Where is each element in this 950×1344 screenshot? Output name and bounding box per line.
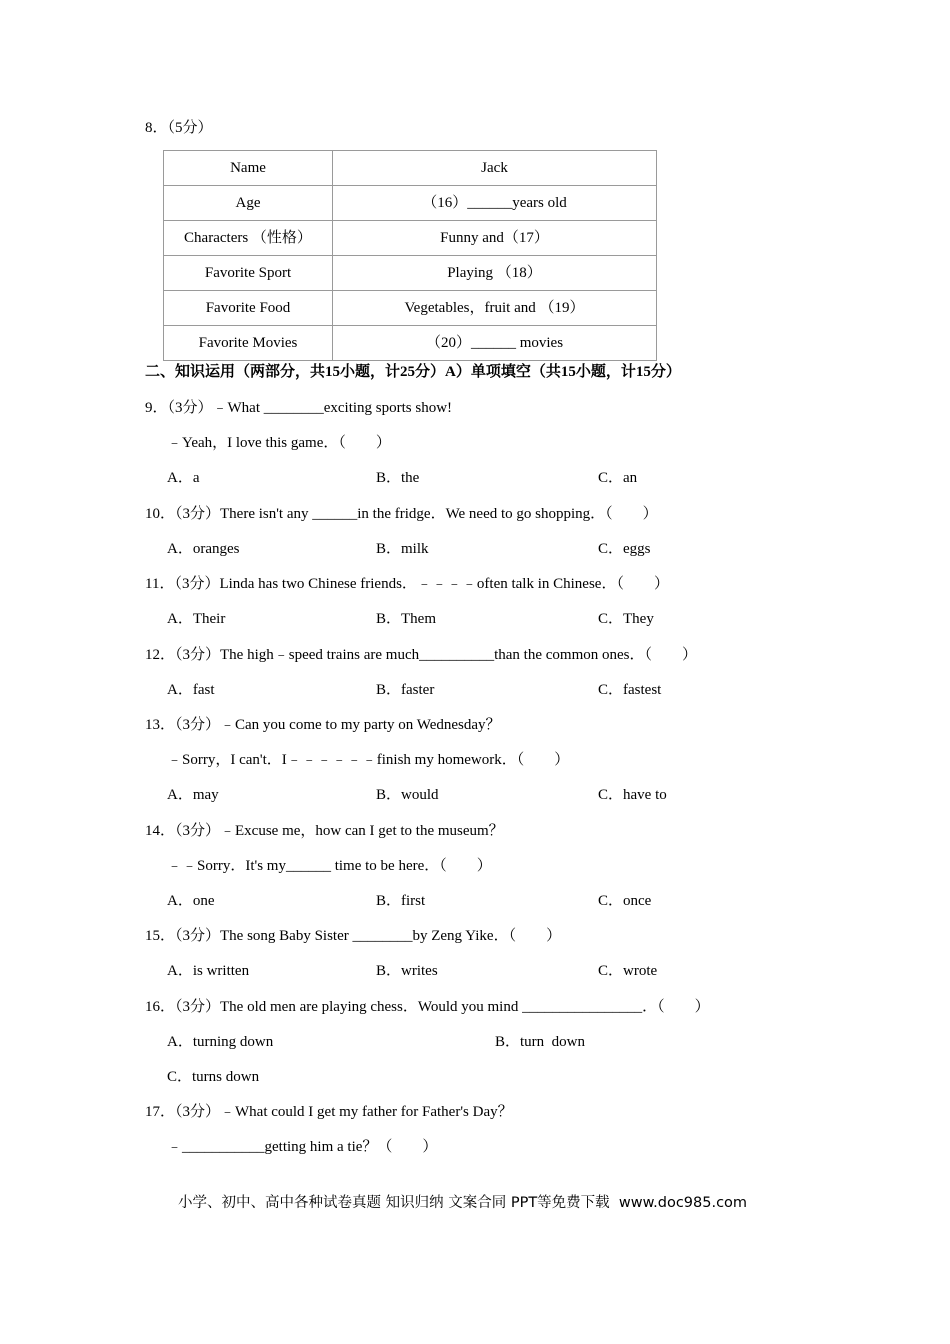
question-15-option-a[interactable]: A．is written [167, 963, 250, 979]
table-cell: Name [164, 151, 333, 186]
question-10-option-a[interactable]: A．oranges [167, 541, 240, 557]
question-9-line2: ﹣Yeah，I love this game．（ ） [167, 435, 391, 451]
question-13-option-c[interactable]: C．have to [598, 787, 667, 803]
table-row [164, 256, 657, 291]
question-11-option-a[interactable]: A．Their [167, 611, 226, 627]
question-14-text: 14．（3分）﹣Excuse me，how can I get to the museum？ [145, 823, 504, 839]
question-16-option-b[interactable]: B．turn down [495, 1034, 586, 1050]
table-cell: Age [164, 186, 333, 221]
question-9-option-b[interactable]: B．the [376, 470, 420, 486]
question-9-text: 9．（3分）﹣What ________exciting sports show! [145, 400, 453, 416]
table-cell: Funny and（17） [333, 221, 657, 256]
question-17-line2: ﹣___________getting him a tie？（ ） [167, 1139, 438, 1155]
question-14-option-c[interactable]: C．once [598, 893, 652, 909]
question-14-option-b[interactable]: B．first [376, 893, 426, 909]
question-12-option-c[interactable]: C．fastest [598, 682, 662, 698]
question-15-option-b[interactable]: B．writes [376, 963, 438, 979]
info-table [163, 150, 657, 361]
question-17-text: 17．（3分）﹣What could I get my father for Father's Day？ [145, 1104, 513, 1120]
question-11-text: 11．（3分）Linda has two Chinese friends．﹣﹣﹣﹣often talk in Chinese．（ ） [145, 576, 669, 592]
question-16-text: 16．（3分）The old men are playing chess．Would you mind ________________．（ ） [145, 999, 710, 1015]
table-row [164, 291, 657, 326]
question-9-option-a[interactable]: A．a [167, 470, 200, 486]
table-cell: （20）______ movies [333, 326, 657, 361]
table-cell: Favorite Sport [164, 256, 333, 291]
question-16-option-c[interactable]: C．turns down [167, 1069, 260, 1085]
table-row [164, 186, 657, 221]
question-13-text: 13．（3分）﹣Can you come to my party on Wednesday？ [145, 717, 501, 733]
table-cell: （16）______years old [333, 186, 657, 221]
table-cell: Characters （性格） [164, 221, 333, 256]
table-row [164, 151, 657, 186]
question-16-option-a[interactable]: A．turning down [167, 1034, 274, 1050]
question-12-option-a[interactable]: A．fast [167, 682, 215, 698]
question-15-text: 15．（3分）The song Baby Sister ________by Zeng Yike．（ ） [145, 928, 562, 944]
question-10-option-c[interactable]: C．eggs [598, 541, 651, 557]
question-15-option-c[interactable]: C．wrote [598, 963, 658, 979]
question-11-option-c[interactable]: C．They [598, 611, 654, 627]
table-cell: Favorite Movies [164, 326, 333, 361]
table-row [164, 221, 657, 256]
table-cell: Playing （18） [333, 256, 657, 291]
question-13-option-a[interactable]: A．may [167, 787, 219, 803]
question-12-text: 12．（3分）The high﹣speed trains are much__________than the common ones．（ ） [145, 647, 697, 663]
table-cell: Jack [333, 151, 657, 186]
page-footer: 小学、初中、高中各种试卷真题 知识归纳 文案合同 PPT等免费下载 www.doc985.com [178, 1195, 748, 1211]
q8-header: 8．（5分） [145, 120, 213, 136]
question-14-option-a[interactable]: A．one [167, 893, 215, 909]
table-cell: Vegetables，fruit and （19） [333, 291, 657, 326]
table-cell: Favorite Food [164, 291, 333, 326]
section-title: 二、知识运用（两部分，共15小题，计25分）A）单项填空（共15小题，计15分） [145, 364, 681, 380]
question-13-option-b[interactable]: B．would [376, 787, 439, 803]
table-row [164, 326, 657, 361]
question-10-option-b[interactable]: B．milk [376, 541, 429, 557]
question-10-text: 10．（3分）There isn't any ______in the fridge．We need to go shopping．（ ） [145, 506, 658, 522]
question-14-line2: ﹣﹣Sorry．It's my______ time to be here．（ ） [167, 858, 492, 874]
question-9-option-c[interactable]: C．an [598, 470, 638, 486]
question-13-line2: ﹣Sorry，I can't．I﹣﹣﹣﹣﹣﹣finish my homework．（ ） [167, 752, 570, 768]
question-11-option-b[interactable]: B．Them [376, 611, 436, 627]
question-12-option-b[interactable]: B．faster [376, 682, 435, 698]
